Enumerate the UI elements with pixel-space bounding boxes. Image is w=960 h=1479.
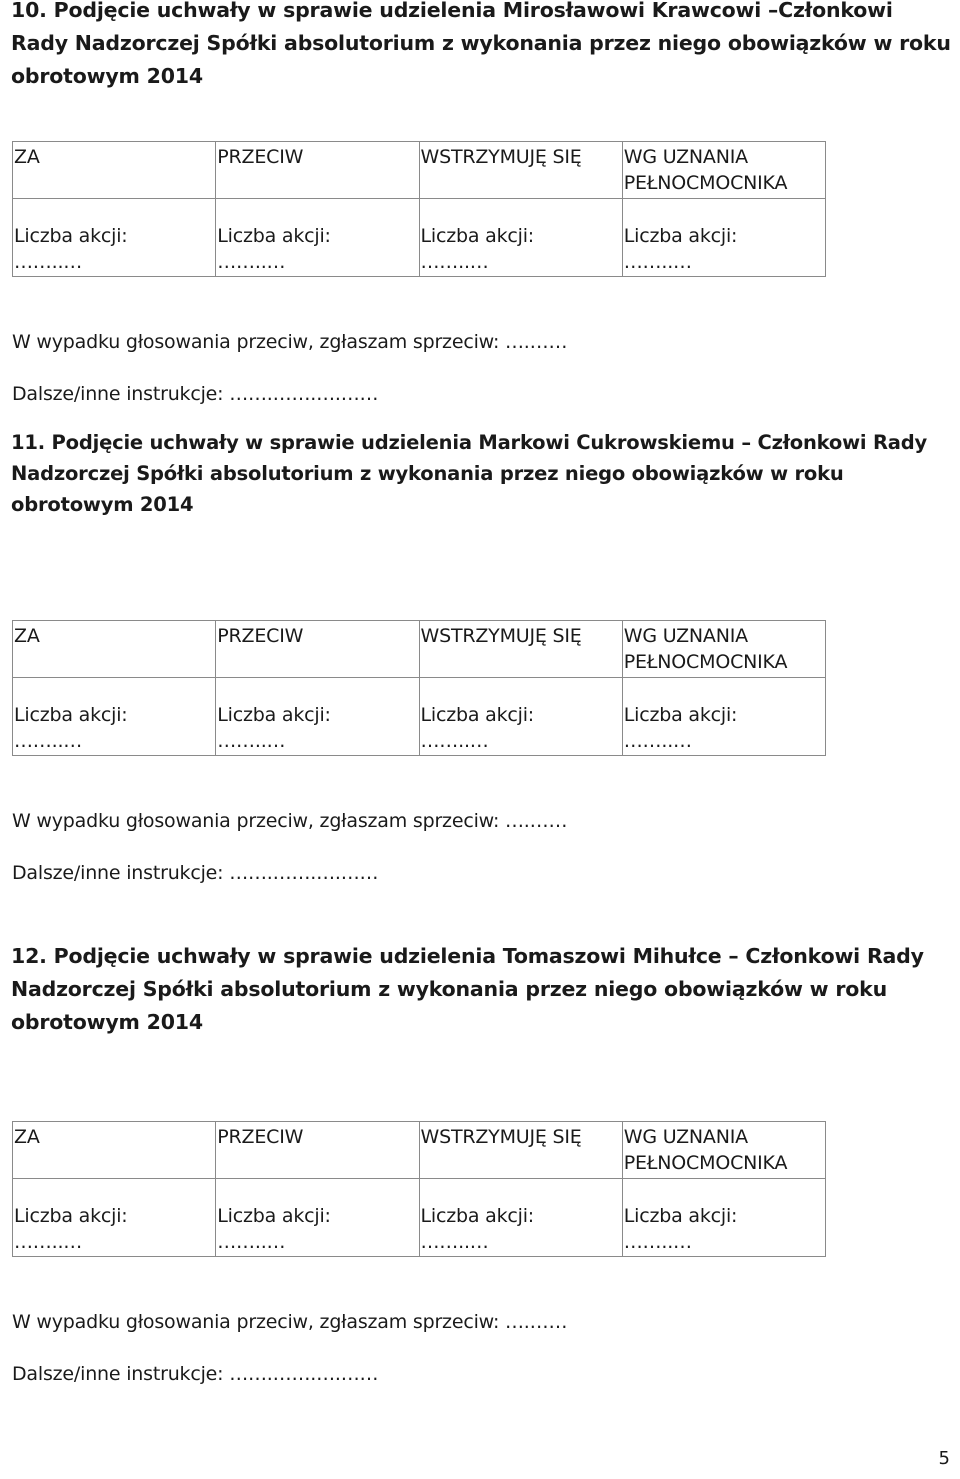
share-count-label: Liczba akcji:	[623, 1205, 738, 1227]
instructions-value: …….…….….……	[229, 383, 379, 405]
vote-column-abstain: WSTRZYMUJĘ SIĘ	[419, 1122, 622, 1179]
share-count-value: ……..…	[420, 730, 489, 752]
objection-label: W wypadku głosowania przeciw, zgłaszam sprzeciw:	[12, 1311, 500, 1333]
share-count-value: ……..…	[14, 1231, 83, 1253]
share-count-label: Liczba akcji:	[217, 225, 331, 247]
vote-column-proxy-discretion: WG UZNANIA PEŁNOCMOCNIKA	[622, 621, 825, 678]
objection-value: ….……	[505, 810, 568, 832]
resolution-heading: 10. Podjęcie uchwały w sprawie udzielenia Mirosławowi Krawcowi –Członkowi Rady Nadzorczej Spółki absolutorium z wykonania przez niego obowiązków w roku obrotowym 2014	[11, 0, 951, 88]
resolution-10	[11, 0, 951, 405]
share-count-value: ……..…	[623, 730, 692, 752]
objection-line[interactable]	[12, 808, 567, 834]
share-count-value: ……..…	[217, 251, 286, 273]
share-count-proxy-discretion[interactable]	[622, 1203, 825, 1257]
share-count-label: Liczba akcji:	[14, 1205, 128, 1227]
share-count-value: ……..…	[14, 251, 83, 273]
page-number: 5	[938, 1448, 950, 1469]
objection-value: ….……	[505, 331, 568, 353]
objection-line[interactable]	[12, 329, 567, 355]
share-count-abstain[interactable]	[419, 223, 622, 277]
vote-column-for: ZA	[13, 621, 216, 678]
share-count-for[interactable]	[13, 1203, 216, 1257]
share-count-label: Liczba akcji:	[217, 704, 331, 726]
vote-table	[12, 1121, 826, 1257]
vote-column-for: ZA	[13, 142, 216, 199]
resolution-heading: 11. Podjęcie uchwały w sprawie udzielenia Markowi Cukrowskiemu – Członkowi Rady Nadzorczej Spółki absolutorium z wykonania przez niego obowiązków w roku obrotowym 2014	[11, 431, 928, 516]
share-count-for[interactable]	[13, 223, 216, 277]
share-count-against[interactable]	[216, 702, 419, 756]
resolution-11	[11, 427, 951, 884]
share-count-label: Liczba akcji:	[14, 225, 128, 247]
share-count-against[interactable]	[216, 1203, 419, 1257]
instructions-value: …….…….….……	[229, 862, 379, 884]
share-count-label: Liczba akcji:	[14, 704, 128, 726]
instructions-line[interactable]	[12, 860, 378, 886]
share-count-label: Liczba akcji:	[623, 704, 738, 726]
instructions-label: Dalsze/inne instrukcje:	[12, 1363, 224, 1385]
instructions-label: Dalsze/inne instrukcje:	[12, 862, 224, 884]
share-count-label: Liczba akcji:	[623, 225, 738, 247]
vote-column-abstain: WSTRZYMUJĘ SIĘ	[419, 621, 622, 678]
instructions-value: …….…….….……	[229, 1363, 379, 1385]
objection-label: W wypadku głosowania przeciw, zgłaszam sprzeciw:	[12, 331, 500, 353]
instructions-line[interactable]	[12, 381, 378, 407]
share-count-proxy-discretion[interactable]	[622, 702, 825, 756]
share-count-abstain[interactable]	[419, 702, 622, 756]
vote-column-proxy-discretion: WG UZNANIA PEŁNOCMOCNIKA	[622, 142, 825, 199]
resolution-heading: 12. Podjęcie uchwały w sprawie udzielenia Tomaszowi Mihułce – Członkowi Rady Nadzorczej Spółki absolutorium z wykonania przez niego obowiązków w roku obrotowym 2014	[11, 944, 924, 1034]
vote-table	[12, 141, 826, 277]
share-count-against[interactable]	[216, 223, 419, 277]
vote-table	[12, 620, 826, 756]
vote-column-against: PRZECIW	[216, 1122, 419, 1179]
share-count-value: ……..…	[217, 730, 286, 752]
share-count-abstain[interactable]	[419, 1203, 622, 1257]
share-count-for[interactable]	[13, 702, 216, 756]
objection-line[interactable]	[12, 1309, 567, 1335]
vote-column-against: PRZECIW	[216, 621, 419, 678]
instructions-label: Dalsze/inne instrukcje:	[12, 383, 224, 405]
share-count-value: ……..…	[623, 251, 692, 273]
share-count-label: Liczba akcji:	[217, 1205, 331, 1227]
resolution-12	[11, 940, 951, 1385]
objection-label: W wypadku głosowania przeciw, zgłaszam sprzeciw:	[12, 810, 500, 832]
objection-value: ….……	[505, 1311, 568, 1333]
share-count-label: Liczba akcji:	[420, 225, 534, 247]
share-count-value: ……..…	[420, 1231, 489, 1253]
share-count-proxy-discretion[interactable]	[622, 223, 825, 277]
share-count-label: Liczba akcji:	[420, 1205, 534, 1227]
vote-column-against: PRZECIW	[216, 142, 419, 199]
vote-column-abstain: WSTRZYMUJĘ SIĘ	[419, 142, 622, 199]
instructions-line[interactable]	[12, 1361, 378, 1387]
vote-column-proxy-discretion: WG UZNANIA PEŁNOCMOCNIKA	[622, 1122, 825, 1179]
share-count-value: ……..…	[217, 1231, 286, 1253]
share-count-value: ……..…	[14, 730, 83, 752]
vote-column-for: ZA	[13, 1122, 216, 1179]
share-count-value: ……..…	[623, 1231, 692, 1253]
share-count-label: Liczba akcji:	[420, 704, 534, 726]
share-count-value: ……..…	[420, 251, 489, 273]
